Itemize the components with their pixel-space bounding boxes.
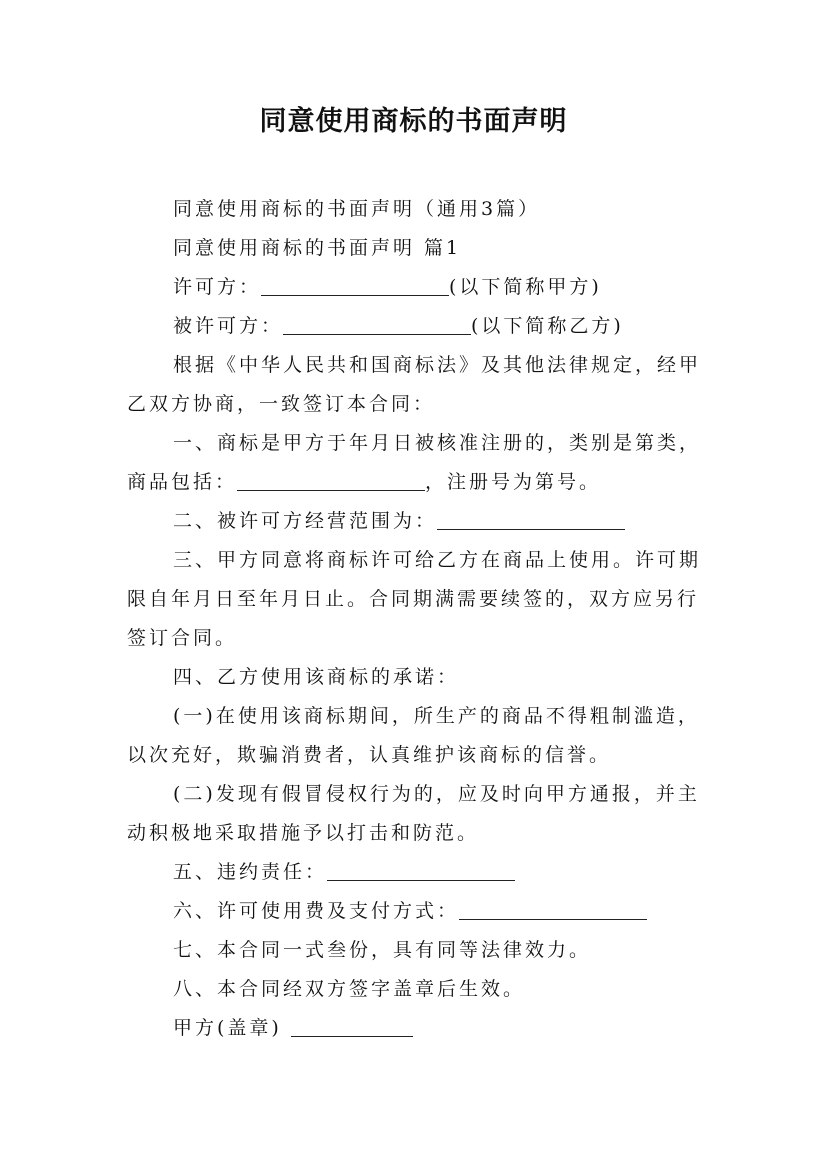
licensee-blank bbox=[283, 315, 471, 335]
paragraph-clause-8: 八、本合同经双方签字盖章后生效。 bbox=[173, 978, 526, 1000]
clause-6-blank bbox=[459, 900, 647, 920]
paragraph-clause-2 bbox=[127, 502, 717, 541]
paragraph-clause-5 bbox=[127, 853, 717, 892]
licensor-blank bbox=[261, 276, 449, 296]
paragraph-clause-7: 七、本合同一式叁份，具有同等法律效力。 bbox=[173, 939, 592, 961]
paragraph-clause-1 bbox=[127, 424, 717, 502]
clause-1-blank bbox=[237, 471, 425, 491]
paragraph-subtitle: 同意使用商标的书面声明（通用3篇） bbox=[173, 198, 541, 220]
licensee-suffix: (以下简称乙方) bbox=[471, 315, 624, 337]
document-title: 同意使用商标的书面声明 bbox=[259, 106, 568, 137]
clause-1-suffix: ，注册号为第号。 bbox=[425, 471, 602, 493]
licensor-suffix: (以下简称甲方) bbox=[449, 276, 602, 298]
paragraph-clause-4-2: (二)发现有假冒侵权行为的，应及时向甲方通报，并主动积极地采取措施予以打击和防范。 bbox=[127, 783, 700, 844]
paragraph-licensee bbox=[127, 307, 717, 346]
signature-party-a-label: 甲方(盖章) bbox=[173, 1017, 282, 1039]
paragraph-section-heading: 同意使用商标的书面声明 篇1 bbox=[173, 237, 462, 259]
licensee-label: 被许可方： bbox=[173, 315, 284, 337]
paragraph-clause-3: 三、甲方同意将商标许可给乙方在商品上使用。许可期限自年月日至年月日止。合同期满需要续签的，双方应另行签订合同。 bbox=[127, 549, 702, 649]
clause-5-label: 五、违约责任： bbox=[173, 861, 328, 883]
paragraph-clause-6 bbox=[127, 892, 717, 931]
licensor-label: 许可方： bbox=[173, 276, 262, 298]
paragraph-clause-4: 四、乙方使用该商标的承诺： bbox=[173, 666, 460, 688]
paragraph-licensor bbox=[127, 268, 717, 307]
paragraph-signature-party-a bbox=[127, 1009, 717, 1048]
paragraph-clause-4-1: (一)在使用该商标期间，所生产的商品不得粗制滥造，以次充好，欺骗消费者，认真维护该商标的信誉。 bbox=[127, 705, 700, 766]
signature-party-a-blank bbox=[291, 1017, 413, 1037]
document-body bbox=[127, 190, 717, 1048]
clause-6-label: 六、许可使用费及支付方式： bbox=[173, 900, 460, 922]
paragraph-preamble: 根据《中华人民共和国商标法》及其他法律规定，经甲乙双方协商，一致签订本合同： bbox=[127, 354, 702, 415]
clause-2-blank bbox=[437, 510, 625, 530]
clause-1-text: 一、商标是甲方于年月日被核准注册的，类别是第类，商品包括： bbox=[127, 432, 702, 493]
clause-5-blank bbox=[327, 861, 515, 881]
clause-2-label: 二、被许可方经营范围为： bbox=[173, 510, 438, 532]
